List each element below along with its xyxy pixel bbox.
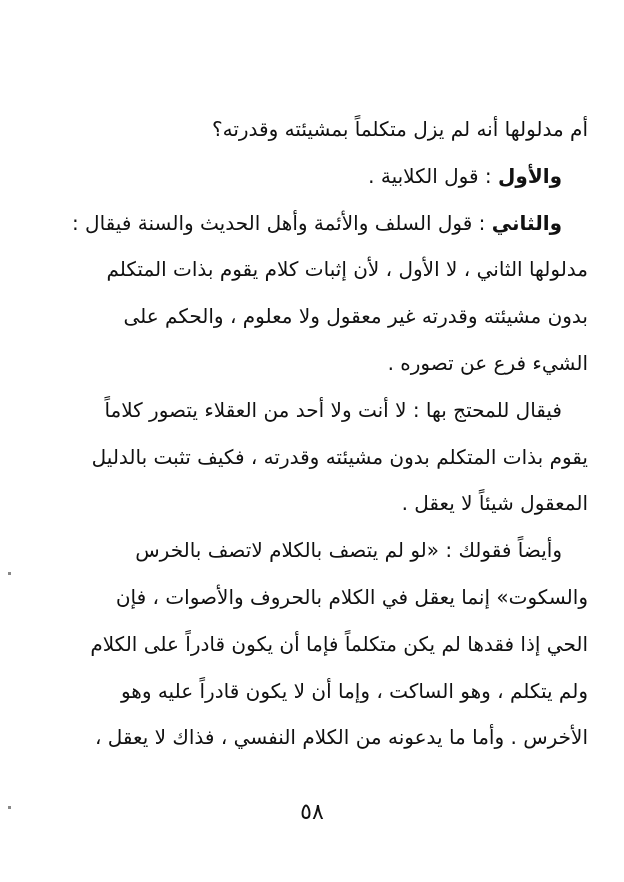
line-text: والسكوت» إنما يعقل في الكلام بالحروف والأصوات ، فإن <box>115 584 588 609</box>
text-line-1 <box>36 106 588 153</box>
text-line-11 <box>36 574 588 621</box>
text-line-4 <box>36 246 588 293</box>
text-line-10 <box>36 527 588 574</box>
text-line-14 <box>36 714 588 761</box>
line-text: بدون مشيئته وقدرته غير معقول ولا معلوم ، والحكم على <box>123 304 588 329</box>
text-line-3 <box>36 200 588 247</box>
text-line-7 <box>36 387 588 434</box>
line-text: فيقال للمحتج بها : لا أنت ولا أحد من العقلاء يتصور كلاماً <box>104 397 562 422</box>
line-text: : قول السلف والأئمة وأهل الحديث والسنة فيقال : <box>71 210 486 235</box>
page-body <box>36 106 588 761</box>
line-text: المعقول شيئاً لا يعقل . <box>401 491 588 516</box>
line-lead: والثاني <box>491 210 562 235</box>
text-line-6 <box>36 340 588 387</box>
text-line-9 <box>36 480 588 527</box>
line-text: الحي إذا فقدها لم يكن متكلماً فإما أن يكون قادراً على الكلام <box>90 631 588 656</box>
line-text: وأيضاً فقولك : «لو لم يتصف بالكلام لاتصف بالخرس <box>135 538 562 563</box>
line-lead: والأول <box>498 163 562 188</box>
scan-speck <box>8 572 11 575</box>
line-text: الشيء فرع عن تصوره . <box>387 350 588 375</box>
line-text: يقوم بذات المتكلم بدون مشيئته وقدرته ، فكيف تثبت بالدليل <box>91 444 588 469</box>
text-line-13 <box>36 668 588 715</box>
page-number: ٥٨ <box>300 800 324 825</box>
line-text: مدلولها الثاني ، لا الأول ، لأن إثبات كلام يقوم بذات المتكلم <box>106 257 588 282</box>
line-text: : قول الكلابية . <box>368 163 492 188</box>
scan-speck <box>8 806 11 809</box>
line-text: أم مدلولها أنه لم يزل متكلماً بمشيئته وقدرته؟ <box>211 117 588 141</box>
text-line-2 <box>36 153 588 200</box>
line-text: الأخرس . وأما ما يدعونه من الكلام النفسي ، فذاك لا يعقل ، <box>94 725 588 750</box>
text-line-8 <box>36 434 588 481</box>
line-text: ولم يتكلم ، وهو الساكت ، وإما أن لا يكون قادراً عليه وهو <box>120 678 588 703</box>
text-line-5 <box>36 293 588 340</box>
text-line-12 <box>36 621 588 668</box>
